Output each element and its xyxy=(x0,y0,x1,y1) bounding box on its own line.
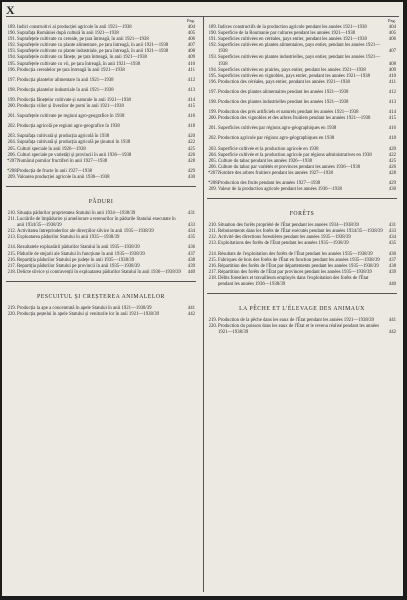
entry-number: 217. xyxy=(208,269,217,275)
entry-title: Delicte silvice și contravenții în exploatarea pădurilor Statului în anii 1936—1938/39 xyxy=(17,269,181,275)
entry-number: 191. xyxy=(208,37,217,43)
entry-number: 203. xyxy=(7,134,16,140)
toc-entry xyxy=(7,235,195,241)
entry-number: 205. xyxy=(7,146,16,152)
entry-number: 213. xyxy=(7,235,16,241)
entry-page-number: 428 xyxy=(388,170,396,176)
section-rule xyxy=(6,281,196,282)
entry-number: 204. xyxy=(7,140,16,146)
page-number-roman: X xyxy=(6,3,15,17)
entry-number: *207. xyxy=(7,158,18,164)
entry-title: Superficie cultivée et la production agricole par régions administratives en 1938 xyxy=(218,152,372,158)
entry-number: 209. xyxy=(7,174,16,180)
entry-page-number: 437 xyxy=(187,251,195,257)
entry-title: Culture du tabac par variétés et provinces pendant les années 1936—1938 xyxy=(218,164,360,170)
entry-page-number: 440 xyxy=(187,269,195,275)
entry-page-number: 413 xyxy=(388,100,396,106)
entry-title: Suprafețele cultivate pe regiuni agro-geografice în 1938 xyxy=(17,114,125,120)
entry-number: 190. xyxy=(7,31,16,37)
entry-number: 210. xyxy=(208,223,217,229)
toc-entry xyxy=(7,88,195,94)
entry-page-number: 435 xyxy=(388,241,396,247)
entry-title: Délits forestiers et travailleurs employés dans l'exploitation des forêts de l'État pendant les années 1936—1938/39 xyxy=(218,275,369,287)
entry-number: 197. xyxy=(208,89,217,95)
entry-page-number: 438 xyxy=(388,263,396,269)
entry-number: 215. xyxy=(208,257,217,263)
entry-title: Suprafața cultivată și producția agricolă în 1938 xyxy=(17,134,110,140)
entry-page-number: 439 xyxy=(388,269,396,275)
entry-page-number: 429 xyxy=(388,180,396,186)
toc-entry xyxy=(208,171,396,177)
entry-title: Production de la pêche dans les eaux de l'État pendant les années 1921—1938/39 xyxy=(218,318,374,324)
entry-page-number: 410 xyxy=(187,61,195,67)
entry-number: 217. xyxy=(7,263,16,269)
entry-title: Pădurile de stejarii ale Statului în funcțiune în anii 1935—1938/39 xyxy=(17,251,145,257)
entry-number: *208. xyxy=(208,180,219,186)
entry-title: Lucrările de împădurire și ameliorare a terenurilor în pădurile Statului executate în anii 1934/35—1938/39 xyxy=(17,217,176,229)
entry-number: 212. xyxy=(7,229,16,235)
entry-number: 220. xyxy=(7,312,16,317)
entry-number: 209. xyxy=(208,187,217,193)
entry-number: 196. xyxy=(208,79,217,85)
entry-number: 214. xyxy=(208,251,217,257)
entry-title: Reboisements dans les forêts de l'État exécutés pendant les années 1934/35—1938/39 xyxy=(218,229,383,235)
entry-number: 200. xyxy=(208,116,217,122)
entry-title: Exploatarea pădurilor Statului în anii 1935—1938/39 xyxy=(17,235,120,241)
entry-page-number: 430 xyxy=(388,187,396,193)
entry-page-number: 405 xyxy=(388,31,396,37)
section-rule xyxy=(207,293,397,294)
entry-page-number: 407 xyxy=(388,49,396,55)
toc-entry xyxy=(208,126,396,132)
entry-number: 206. xyxy=(7,152,16,158)
entry-number: 193. xyxy=(7,49,16,55)
toc-entry xyxy=(208,80,396,86)
entry-number: 204. xyxy=(208,152,217,158)
entry-page-number: 422 xyxy=(187,140,195,146)
entry-title: Producția plantelor alimentare în anii 1921—1938 xyxy=(17,77,114,83)
entry-page-number: 431 xyxy=(187,210,195,216)
left-column-romanian xyxy=(7,18,195,318)
entry-page-number: 435 xyxy=(187,235,195,241)
entry-title: Culturi speciale în anii 1926—1938 xyxy=(17,146,86,152)
entry-title: Nombre des arbres fruitiers pendant les années 1927—1938 xyxy=(218,170,333,176)
entry-page-number: 426 xyxy=(187,152,195,158)
entry-page-number: 441 xyxy=(388,318,396,324)
pag-label: Pag. xyxy=(387,18,396,23)
entry-number: 219. xyxy=(208,318,217,324)
entry-page-number: 406 xyxy=(187,37,195,43)
entry-title: Production du poisson dans les eaux de l'État et le revenu réalisé pendant les années 1921—1938/39 xyxy=(218,324,379,336)
entry-number: 194. xyxy=(208,67,217,73)
entry-title: Production des vignobles et des arbres fruitiers pendant les années 1921—1938 xyxy=(218,116,371,122)
toc-entry xyxy=(208,100,396,106)
entry-number: 213. xyxy=(208,241,217,247)
entry-number: 210. xyxy=(7,210,16,216)
entry-number: 195. xyxy=(7,61,16,67)
entry-number: 205. xyxy=(208,158,217,164)
entry-number: 216. xyxy=(7,257,16,263)
entry-title: Superficies cultivées en plantes alimentaires, pays entier, pendant les années 1921—1938 xyxy=(218,43,381,55)
entry-title: Rezultatele exploatării pădurilor Statului în anii 1935—1938/39 xyxy=(17,245,140,251)
entry-page-number: 413 xyxy=(187,87,195,93)
entry-number: 189. xyxy=(7,25,16,30)
entry-title: Producția peștelui în apele Statului și veniturile lor în anii 1921—1938/39 xyxy=(17,312,160,317)
entry-title: Suprafețele cultivate cu fânețe, pe țara întreagă, în anii 1921—1938 xyxy=(17,55,147,61)
entry-title: Producția plantelor industriale în anii 1921—1938 xyxy=(17,87,114,93)
entry-number: 220. xyxy=(208,324,217,330)
entry-page-number: 404 xyxy=(187,25,195,30)
entry-page-number: 409 xyxy=(187,55,195,61)
entry-number: 214. xyxy=(7,245,16,251)
entry-number: 191. xyxy=(7,37,16,43)
entry-number: 194. xyxy=(7,55,16,61)
entry-number: 211. xyxy=(7,217,16,223)
entry-title: Repartiția pădurilor Statului pe provincii în anii 1935—1938/39 xyxy=(17,263,140,269)
toc-entry xyxy=(208,136,396,142)
entry-title: Indices constructifs de la production agricole pendant les années 1921—1938 xyxy=(218,25,367,30)
entry-number: 198. xyxy=(7,87,16,93)
entry-page-number: 416 xyxy=(187,114,195,120)
entry-page-number: 422 xyxy=(388,152,396,158)
entry-page-number: 425 xyxy=(388,158,396,164)
entry-title: Repartiția pădurilor Statului pe județe în anii 1935—1938/39 xyxy=(17,257,135,263)
entry-title: Suprafețele cultivate cu plante industriale, pe țara întreagă, în anii 1921—1938 xyxy=(17,49,169,55)
entry-number: 218. xyxy=(7,269,16,275)
entry-title: Résultats de l'exploitation des forêts de l'État pendant les années 1935—1938/39 xyxy=(218,251,373,257)
toc-entry xyxy=(7,114,195,120)
entry-title: Producția agricolă pe regiuni agro-geografice în 1938 xyxy=(17,124,120,130)
entry-page-number: 410 xyxy=(388,73,396,79)
entry-page-number: 411 xyxy=(388,79,396,85)
entry-page-number: 406 xyxy=(388,37,396,43)
entry-page-number: 420 xyxy=(187,134,195,140)
entry-number: 200. xyxy=(7,104,16,110)
entry-page-number: 415 xyxy=(187,104,195,110)
entry-title: Superficies cultivées en vignobles, pays entier, pendant les années 1921—1938 xyxy=(218,73,371,79)
entry-title: Activitatea întreprinderilor ale direcțiilor silvice în anii 1935—1938/39 xyxy=(17,229,154,235)
entry-page-number: 405 xyxy=(187,31,195,37)
entry-title: Superficies cultivées par régions agro-géographiques en 1938 xyxy=(218,126,337,132)
entry-number: 196. xyxy=(7,67,16,73)
entry-number: 216. xyxy=(208,263,217,269)
entry-title: Production des céréales, pays entier, pendant les années 1921—1938 xyxy=(218,79,350,85)
section-heading: PĂDURI xyxy=(88,198,114,205)
section-heading: LA PÊCHE ET L'ÉLEVAGE DES ANIMAUX xyxy=(239,306,365,313)
entry-number: 203. xyxy=(208,146,217,152)
toc-entry xyxy=(208,276,396,288)
entry-page-number: 431 xyxy=(388,223,396,229)
entry-title: Production des plantes alimentaires pendant les années 1921—1938 xyxy=(218,89,349,95)
entry-page-number: 418 xyxy=(187,124,195,130)
pag-label: Pag. xyxy=(186,18,195,23)
entry-title: Producția fânețelor cultivate și naturale în anii 1921—1938 xyxy=(17,97,131,103)
entry-title: Valoarea producției agricole în anii 1936—1938 xyxy=(17,174,110,180)
entry-page-number: 411 xyxy=(187,67,195,73)
entry-number: 218. xyxy=(208,275,217,281)
entry-page-number: 434 xyxy=(388,235,396,241)
toc-entry xyxy=(7,175,195,181)
entry-page-number: 404 xyxy=(388,25,396,30)
right-column-french xyxy=(208,18,396,336)
entry-title: Producția viilor și livezilor de pomi în anii 1921—1938 xyxy=(17,104,124,110)
toc-entry xyxy=(208,43,396,55)
entry-page-number: 437 xyxy=(388,257,396,263)
entry-title: Production des prés artificiels et naturels pendant les années 1921—1938 xyxy=(218,110,359,116)
entry-title: Production agricole par régions agro-géographiques en 1938 xyxy=(218,136,335,142)
index-page xyxy=(2,2,403,596)
entry-title: Culture du tabac pendant les années 1926—1938 xyxy=(218,158,313,164)
entry-page-number: 439 xyxy=(187,263,195,269)
entry-title: Suprafața României după cultură în anii 1921—1938 xyxy=(17,31,119,37)
toc-entry xyxy=(7,104,195,110)
entry-title: Superficie de la Roumanie par cultures pendant les années 1921—1938 xyxy=(218,31,356,37)
entry-number: 189. xyxy=(208,25,217,30)
entry-number: 201. xyxy=(7,114,16,120)
entry-title: Situația pădurilor proprietatea Statului în anii 1934—1938/39 xyxy=(17,210,136,216)
entry-number: 195. xyxy=(208,73,217,79)
entry-title: Culturi speciale pe varietăți și provincii în anii 1936—1938 xyxy=(17,152,132,158)
entry-title: Situation des forêts propriété de l'État pendant les années 1934—1938/39 xyxy=(218,223,359,229)
entry-title: Superficie cultivée et la production agricole en 1938 xyxy=(218,146,319,152)
entry-page-number: 441 xyxy=(187,305,195,311)
entry-title: Numărul pomilor fructiferi în anii 1927—1938 xyxy=(17,158,108,164)
entry-page-number: 415 xyxy=(388,116,396,122)
entry-number: *207. xyxy=(208,170,219,176)
entry-number: 212. xyxy=(208,235,217,241)
section-rule xyxy=(6,186,196,187)
entry-page-number: 420 xyxy=(388,146,396,152)
entry-title: Producția de fructe în anii 1927—1938 xyxy=(17,168,93,174)
toc-entry xyxy=(7,217,195,229)
entry-title: Suprafețele cultivate cu vii, pe țara întreagă, în anii 1921—1938 xyxy=(17,61,141,67)
toc-entry xyxy=(7,312,195,318)
entry-page-number: 442 xyxy=(388,330,396,336)
entry-number: *208. xyxy=(7,168,18,174)
toc-entry xyxy=(208,116,396,122)
entry-page-number: 438 xyxy=(187,257,195,263)
entry-title: Producția la ape a concentrată în apele Statului în anii 1921—1938/39 xyxy=(17,305,152,311)
entry-page-number: 436 xyxy=(388,251,396,257)
entry-page-number: 440 xyxy=(388,282,396,287)
toc-entry xyxy=(7,78,195,84)
toc-entry xyxy=(7,159,195,165)
entry-page-number: 429 xyxy=(187,168,195,174)
entry-page-number: 416 xyxy=(388,126,396,132)
entry-number: 215. xyxy=(7,251,16,257)
entry-page-number: 412 xyxy=(187,77,195,83)
entry-title: Valeur de la production agricole pendant les années 1936—1938 xyxy=(218,187,342,193)
entry-number: 192. xyxy=(7,43,16,49)
entry-number: 199. xyxy=(7,97,16,103)
entry-title: Producția cerealelor pe țara întreagă în anii 1921—1938 xyxy=(17,67,125,73)
section-heading: FORÊTS xyxy=(289,211,315,218)
toc-entry xyxy=(7,124,195,130)
entry-title: Suprafața cultivată și producția agricolă pe ținuturi în 1938 xyxy=(17,140,131,146)
entry-page-number: 425 xyxy=(187,146,195,152)
entry-title: Superficies cultivées en prairies, pays entier, pendant les années 1921—1938 xyxy=(218,67,366,73)
entry-number: 201. xyxy=(208,126,217,132)
entry-number: 197. xyxy=(7,77,16,83)
entry-page-number: 408 xyxy=(187,49,195,55)
entry-number: 190. xyxy=(208,31,217,37)
entry-page-number: 414 xyxy=(187,97,195,103)
entry-page-number: 412 xyxy=(388,89,396,95)
entry-title: Production des plantes industrielles pendant les années 1921—1938 xyxy=(218,100,349,106)
toc-entry xyxy=(7,68,195,74)
toc-entry xyxy=(208,241,396,247)
entry-page-number: 409 xyxy=(388,67,396,73)
entry-title: Production des fruits pendant les années 1927—1938 xyxy=(218,180,321,186)
entry-title: Suprafețele cultivate cu cereale, pe țara întreagă, în anii 1921—1938 xyxy=(17,37,149,43)
column-divider xyxy=(203,16,204,592)
toc-entry xyxy=(208,55,396,67)
toc-entry xyxy=(208,90,396,96)
entry-number: 198. xyxy=(208,100,217,106)
entry-title: Fabriques de bois des forêts de l'État en fonction pendant les années 1935—1938/39 xyxy=(218,257,380,263)
entry-title: Activité des directions forestières pendant les années 1935—1938/39 xyxy=(218,235,351,241)
entry-number: 211. xyxy=(208,229,217,235)
entry-title: Répartition des forêts de l'État par départements pendant les années 1935—1938/39 xyxy=(218,263,379,269)
toc-entry xyxy=(208,187,396,193)
entry-number: 193. xyxy=(208,55,217,61)
entry-title: Suprafețele cultivate cu plante alimentare, pe țara întreagă, în anii 1921—1938 xyxy=(17,43,169,49)
toc-entry xyxy=(208,324,396,336)
entry-title: Superficies cultivées en céréales, pays entier, pendant les années 1921—1938 xyxy=(218,37,367,43)
entry-title: Répartition des forêts de l'État par provinces pendant les années 1935—1938/39 xyxy=(218,269,372,275)
entry-page-number: 430 xyxy=(187,174,195,180)
entry-page-number: 433 xyxy=(187,223,195,229)
entry-page-number: 407 xyxy=(187,43,195,49)
entry-title: Superficies cultivées en plantes industrielles, pays entier, pendant les années 1921—1938 xyxy=(218,55,381,67)
entry-page-number: 414 xyxy=(388,110,396,116)
section-heading: PESCUITUL ȘI CREȘTEREA ANIMALELOR xyxy=(37,293,165,300)
entry-page-number: 426 xyxy=(388,164,396,170)
entry-number: 202. xyxy=(208,136,217,142)
section-rule xyxy=(207,198,397,199)
entry-page-number: 428 xyxy=(187,158,195,164)
entry-number: 199. xyxy=(208,110,217,116)
entry-number: 219. xyxy=(7,305,16,311)
entry-page-number: 436 xyxy=(187,245,195,251)
entry-number: 206. xyxy=(208,164,217,170)
entry-title: Indici construitivi ai producției agricole în anii 1921—1938 xyxy=(17,25,132,30)
entry-page-number: 408 xyxy=(388,61,396,67)
entry-page-number: 418 xyxy=(388,136,396,142)
entry-page-number: 434 xyxy=(187,229,195,235)
entry-page-number: 433 xyxy=(388,229,396,235)
toc-entry xyxy=(7,270,195,276)
entry-title: Exploitations des forêts de l'État pendant les années 1935—1938/39 xyxy=(218,241,349,247)
entry-page-number: 442 xyxy=(187,312,195,317)
entry-number: 202. xyxy=(7,124,16,130)
entry-number: 192. xyxy=(208,43,217,49)
